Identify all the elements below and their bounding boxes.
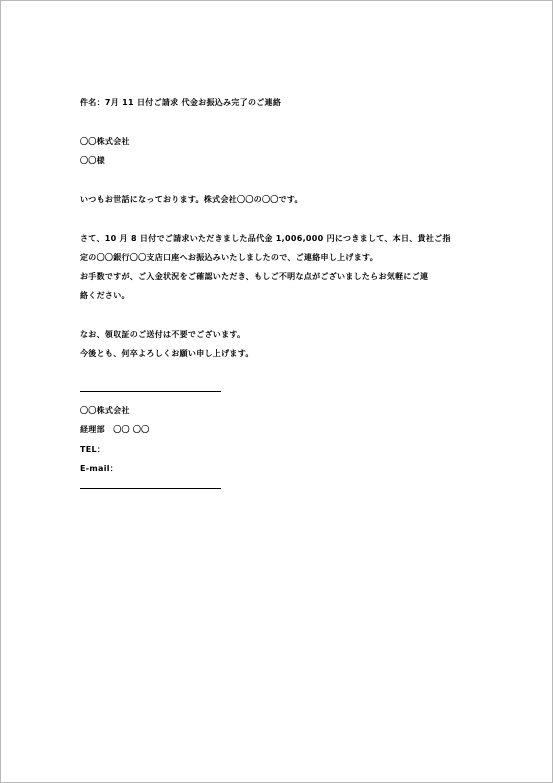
signature-tel: TEL： (80, 445, 106, 454)
signature-company: 〇〇株式会社 (80, 406, 130, 415)
body-line: 絡ください。 (80, 291, 130, 300)
signature-email: E-mail： (80, 464, 119, 473)
subject-line: 件名：7月 11 日付ご請求 代金お振込み完了のご連絡 (80, 98, 282, 107)
signature-top-rule (80, 391, 221, 392)
closing-line: なお、領収証のご送付は不要でございます。 (80, 330, 246, 339)
signature-bottom-rule (80, 488, 221, 489)
recipient-company: 〇〇株式会社 (80, 137, 130, 146)
greeting-line: いつもお世話になっております。株式会社〇〇の〇〇です。 (80, 195, 303, 204)
body-line: お手数ですが、ご入金状況をご確認いただき、もしご不明な点がございましたらお気軽にご連 (80, 272, 429, 281)
signature-department: 経理部 〇〇 〇〇 (80, 425, 150, 434)
closing-line: 今後とも、何卒よろしくお願い申し上げます。 (80, 349, 254, 358)
recipient-name: 〇〇様 (80, 156, 105, 165)
body-line: さて、10 月 8 日付でご請求いただきました品代金 1,006,000 円につきまして、本日、貴社ご指 (80, 234, 451, 243)
body-line: 定の〇〇銀行〇〇支店口座へお振込みいたしましたので、ご連絡申し上げます。 (80, 253, 378, 262)
